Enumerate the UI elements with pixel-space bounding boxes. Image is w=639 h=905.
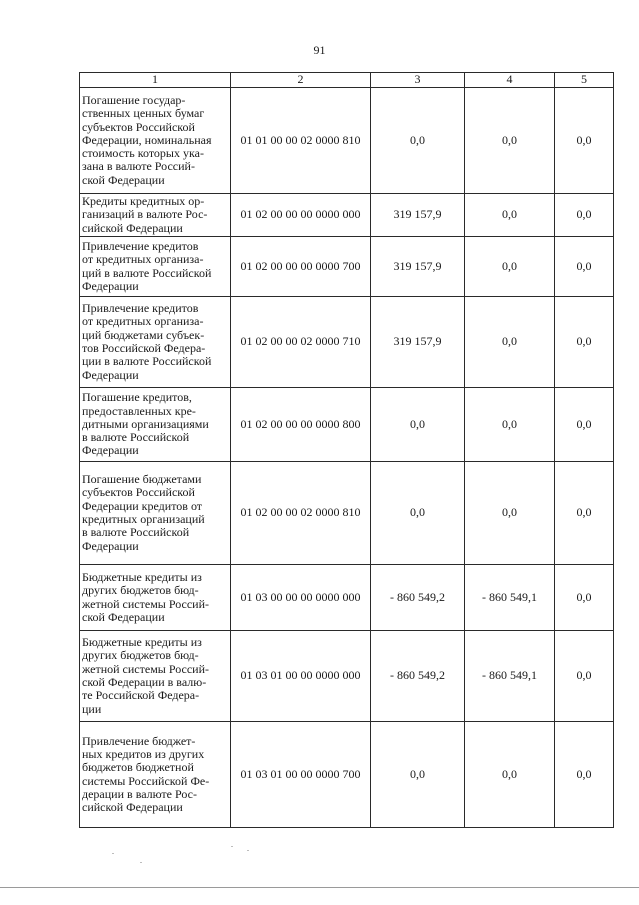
- row-value-col4: 0,0: [465, 88, 555, 194]
- row-value-col3: 0,0: [371, 388, 465, 462]
- row-value-col4: 0,0: [465, 722, 555, 828]
- row-name: Погашение бюджетами субъектов Российской Федерации кредитов от кредитных организаций в валюте Российской Федерации: [80, 462, 231, 565]
- table-row: [80, 631, 614, 722]
- header-col-1: 1: [80, 73, 231, 88]
- row-value-col5: 0,0: [555, 565, 614, 631]
- row-value-col4: 0,0: [465, 462, 555, 565]
- row-name: Бюджетные кредиты из других бюджетов бюд- жетной системы Россий- ской Федерации в валю- те Российской Федера- ции: [80, 631, 231, 722]
- page-bottom-edge: [0, 887, 639, 888]
- row-value-col3: 319 157,9: [371, 237, 465, 297]
- row-value-col5: 0,0: [555, 237, 614, 297]
- row-value-col5: 0,0: [555, 194, 614, 237]
- row-code: 01 03 00 00 00 0000 000: [231, 565, 371, 631]
- table-row: [80, 237, 614, 297]
- row-code: 01 03 01 00 00 0000 700: [231, 722, 371, 828]
- row-code: 01 02 00 00 00 0000 800: [231, 388, 371, 462]
- row-value-col4: - 860 549,1: [465, 565, 555, 631]
- header-col-2: 2: [231, 73, 371, 88]
- scan-speck: [247, 850, 249, 851]
- row-value-col4: 0,0: [465, 237, 555, 297]
- row-value-col4: 0,0: [465, 388, 555, 462]
- row-value-col4: - 860 549,1: [465, 631, 555, 722]
- row-value-col4: 0,0: [465, 194, 555, 237]
- row-code: 01 01 00 00 02 0000 810: [231, 88, 371, 194]
- row-name: Кредиты кредитных ор- ганизаций в валюте Рос- сийской Федерации: [80, 194, 231, 237]
- scan-speck: [140, 862, 142, 863]
- table-row: [80, 297, 614, 388]
- row-value-col3: - 860 549,2: [371, 565, 465, 631]
- header-col-3: 3: [371, 73, 465, 88]
- row-name: Погашение государ- ственных ценных бумаг субъектов Российской Федерации, номинальная стоимость которых ука- зана в валюте Россий- ской Федерации: [80, 88, 231, 194]
- row-value-col5: 0,0: [555, 388, 614, 462]
- row-code: 01 02 00 00 02 0000 810: [231, 462, 371, 565]
- row-value-col3: 0,0: [371, 88, 465, 194]
- table-row: [80, 388, 614, 462]
- scan-speck: [112, 853, 114, 854]
- row-name: Привлечение кредитов от кредитных организа- ций в валюте Российской Федерации: [80, 237, 231, 297]
- header-col-5: 5: [555, 73, 614, 88]
- row-value-col5: 0,0: [555, 462, 614, 565]
- row-value-col3: - 860 549,2: [371, 631, 465, 722]
- row-value-col5: 0,0: [555, 88, 614, 194]
- row-code: 01 03 01 00 00 0000 000: [231, 631, 371, 722]
- header-col-4: 4: [465, 73, 555, 88]
- scan-speck: [231, 846, 233, 847]
- table-row: [80, 565, 614, 631]
- header-row: [80, 73, 614, 88]
- row-name: Бюджетные кредиты из других бюджетов бюд- жетной системы Россий- ской Федерации: [80, 565, 231, 631]
- row-name: Погашение кредитов, предоставленных кре- дитными организациями в валюте Российской Федерации: [80, 388, 231, 462]
- row-value-col5: 0,0: [555, 297, 614, 388]
- budget-table: [79, 72, 614, 828]
- page-number: 91: [313, 43, 326, 57]
- row-value-col3: 0,0: [371, 462, 465, 565]
- table-row: [80, 462, 614, 565]
- row-value-col3: 319 157,9: [371, 194, 465, 237]
- row-value-col5: 0,0: [555, 631, 614, 722]
- row-name: Привлечение бюджет- ных кредитов из других бюджетов бюджетной системы Российской Фе- дерации в валюте Рос- сийской Федерации: [80, 722, 231, 828]
- row-value-col4: 0,0: [465, 297, 555, 388]
- table-row: [80, 722, 614, 828]
- row-code: 01 02 00 00 00 0000 700: [231, 237, 371, 297]
- table-row: [80, 194, 614, 237]
- row-value-col3: 319 157,9: [371, 297, 465, 388]
- row-code: 01 02 00 00 02 0000 710: [231, 297, 371, 388]
- row-name: Привлечение кредитов от кредитных организа- ций бюджетами субъек- тов Российской Федера- ции в валюте Российской Федерации: [80, 297, 231, 388]
- row-value-col3: 0,0: [371, 722, 465, 828]
- table-row: [80, 88, 614, 194]
- row-code: 01 02 00 00 00 0000 000: [231, 194, 371, 237]
- row-value-col5: 0,0: [555, 722, 614, 828]
